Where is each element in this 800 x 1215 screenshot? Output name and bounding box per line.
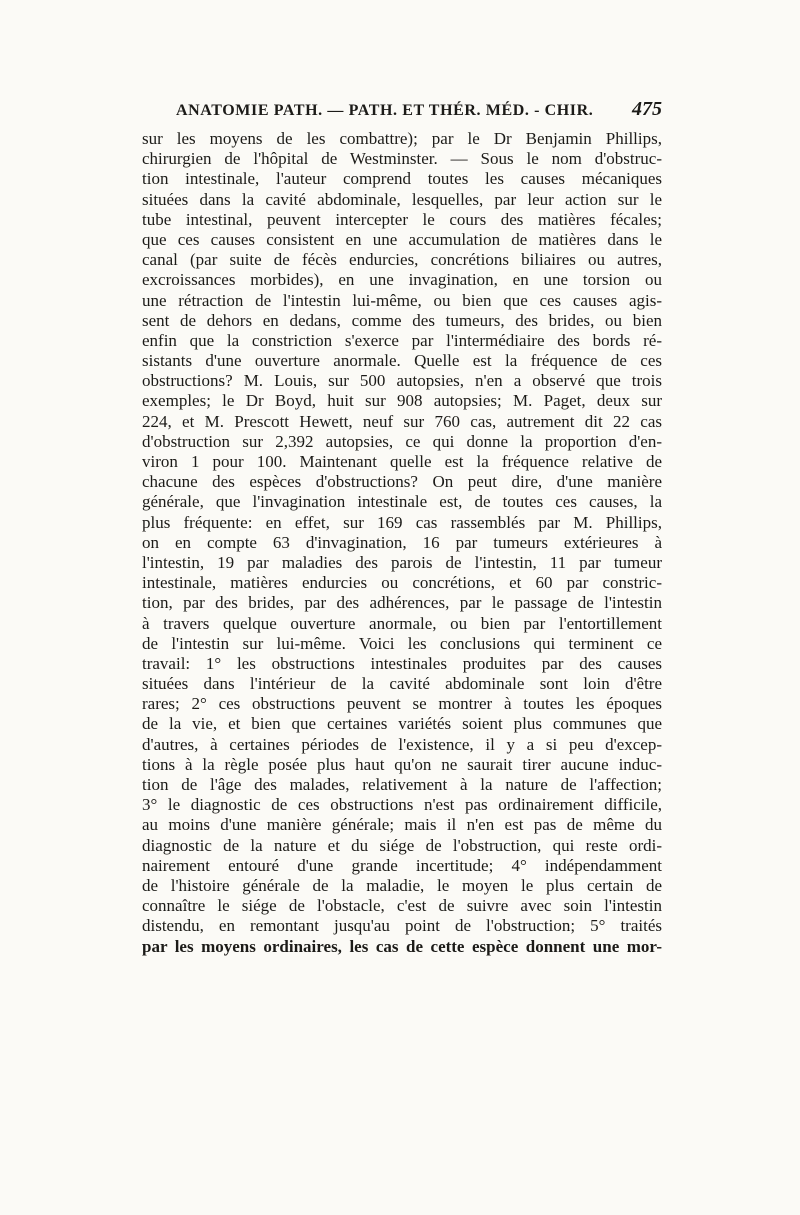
text-line: distendu, en remontant jusqu'au point de l'obstruction; 5° traités	[142, 916, 662, 936]
text-line: tion intestinale, l'auteur comprend toutes les causes mécaniques	[142, 169, 662, 189]
text-line: situées dans la cavité abdominale, lesquelles, par leur action sur le	[142, 189, 662, 209]
page-number: 475	[632, 98, 662, 120]
text-line: sur les moyens de les combattre); par le Dr Benjamin Phillips,	[142, 129, 662, 148]
text-line: l'intestin, 19 par maladies des parois de l'intestin, 11 par tumeur	[142, 552, 662, 572]
text-line: enfin que la constriction s'exerce par l'intermédiaire des bords ré-	[142, 330, 662, 350]
text-line: chacune des espèces d'obstructions? On peut dire, d'une manière	[142, 472, 662, 492]
text-line: sistants d'une ouverture anormale. Quelle est la fréquence de ces	[142, 351, 662, 371]
running-head-title: ANATOMIE PATH. — PATH. ET THÉR. MÉD. - CHIR.	[176, 102, 594, 119]
text-line: sent de dehors en dedans, comme des tumeurs, des brides, ou bien	[142, 310, 662, 330]
text-line: d'obstruction sur 2,392 autopsies, ce qui donne la proportion d'en-	[142, 431, 662, 451]
text-line: intestinale, matières endurcies ou concrétions, et 60 par constric-	[142, 573, 662, 593]
running-head	[142, 98, 662, 128]
text-line: obstructions? M. Louis, sur 500 autopsies, n'en a observé que trois	[142, 371, 662, 391]
text-line: canal (par suite de fécès endurcies, concrétions biliaires ou autres,	[142, 250, 662, 270]
text-line: que ces causes consistent en une accumulation de matières dans le	[142, 229, 662, 249]
text-line: de la vie, et bien que certaines variétés soient plus communes que	[142, 714, 662, 734]
text-line: tions à la règle posée plus haut qu'on ne saurait tirer aucune induc-	[142, 754, 662, 774]
text-line: 224, et M. Prescott Hewett, neuf sur 760 cas, autrement dit 22 cas	[142, 411, 662, 431]
body-text	[142, 129, 662, 957]
text-line: exemples; le Dr Boyd, huit sur 908 autopsies; M. Paget, deux sur	[142, 391, 662, 411]
text-line: au moins d'une manière générale; mais il n'en est pas de même du	[142, 815, 662, 835]
text-line: par les moyens ordinaires, les cas de cette espèce donnent une mor-	[142, 936, 662, 956]
text-line: travail: 1° les obstructions intestinales produites par des causes	[142, 653, 662, 673]
text-line: de l'histoire générale de la maladie, le moyen le plus certain de	[142, 875, 662, 895]
text-line: tion, par des brides, par des adhérences, par le passage de l'intestin	[142, 593, 662, 613]
text-line: rares; 2° ces obstructions peuvent se montrer à toutes les époques	[142, 694, 662, 714]
text-line: on en compte 63 d'invagination, 16 par tumeurs extérieures à	[142, 532, 662, 552]
text-line: d'autres, à certaines périodes de l'existence, il y a si peu d'excep-	[142, 734, 662, 754]
text-line: chirurgien de l'hôpital de Westminster. — Sous le nom d'obstruc-	[142, 149, 662, 169]
text-line: plus fréquente: en effet, sur 169 cas rassemblés par M. Phillips,	[142, 512, 662, 532]
text-line: connaître le siége de l'obstacle, c'est de suivre avec soin l'intestin	[142, 896, 662, 916]
text-line: 3° le diagnostic de ces obstructions n'est pas ordinairement difficile,	[142, 795, 662, 815]
text-line: diagnostic de la nature et du siége de l'obstruction, qui reste ordi-	[142, 835, 662, 855]
text-line: à travers quelque ouverture anormale, ou bien par l'entortillement	[142, 613, 662, 633]
text-line: situées dans l'intérieur de la cavité abdominale sont loin d'être	[142, 674, 662, 694]
text-line: tube intestinal, peuvent intercepter le cours des matières fécales;	[142, 209, 662, 229]
text-line: viron 1 pour 100. Maintenant quelle est la fréquence relative de	[142, 452, 662, 471]
text-line: tion de l'âge des malades, relativement à la nature de l'affection;	[142, 775, 662, 794]
text-line: générale, que l'invagination intestinale est, de toutes ces causes, la	[142, 492, 662, 512]
text-line: excroissances morbides), en une invagination, en une torsion ou	[142, 270, 662, 290]
text-line: de l'intestin sur lui-même. Voici les conclusions qui terminent ce	[142, 633, 662, 653]
text-line: nairement entouré d'une grande incertitude; 4° indépendamment	[142, 855, 662, 875]
text-line: une rétraction de l'intestin lui-même, ou bien que ces causes agis-	[142, 290, 662, 310]
